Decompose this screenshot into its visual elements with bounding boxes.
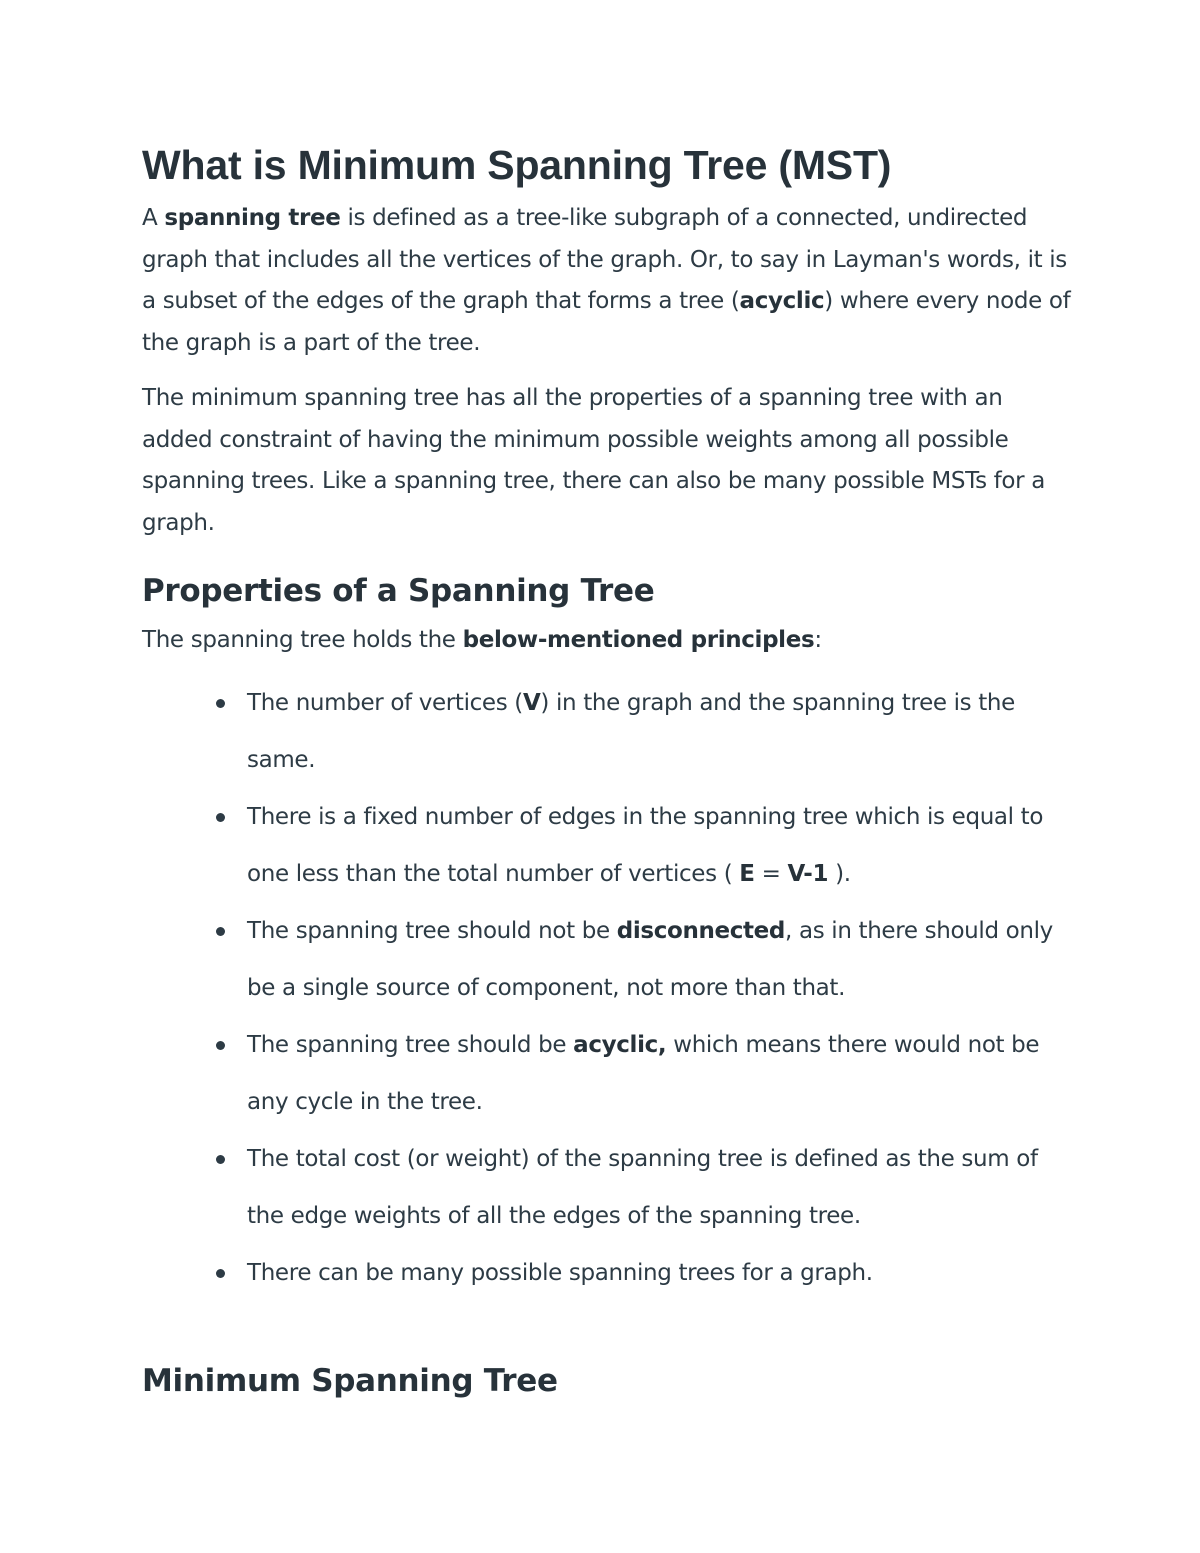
term-below-mentioned-principles: below-mentioned principles xyxy=(462,627,815,653)
text: There is a fixed number of edges in the spanning tree which is equal to one less than the total number of vertices ( xyxy=(247,804,1044,887)
text: is defined as a tree-like subgraph of a connected, undirected graph that includes all the vertices of the graph. Or, to say in Layman's words, it is a subset of the edges of the graph that forms a tree ( xyxy=(142,205,1067,314)
term-acyclic: acyclic xyxy=(739,288,825,314)
text: The total cost (or weight) of the spanning tree is defined as the sum of the edge weights of all the edges of the spanning tree. xyxy=(247,1146,1038,1229)
text: A xyxy=(142,205,165,231)
text: which means there would not be any cycle in the tree. xyxy=(247,1032,1040,1115)
text: : xyxy=(814,627,822,653)
text: ) where every node of the graph is a part of the tree. xyxy=(142,288,1071,356)
text: = xyxy=(754,861,788,887)
text: The spanning tree should be xyxy=(247,1032,574,1058)
text: , as in there should only be a single source of component, not more than that. xyxy=(247,918,1053,1001)
text: The spanning tree holds the xyxy=(142,627,463,653)
list-item xyxy=(247,1131,1072,1245)
term-v: V xyxy=(522,690,541,716)
intro-paragraph-2: The minimum spanning tree has all the properties of a spanning tree with an added constraint of having the minimum possible weights among all possible spanning trees. Like a spanning tree, there can also be many possible MSTs for a graph. xyxy=(142,385,1045,536)
principles-list xyxy=(142,675,1072,1302)
bullet-icon xyxy=(216,1269,225,1278)
bullet-icon xyxy=(216,699,225,708)
term-disconnected: disconnected xyxy=(616,918,786,944)
term-acyclic: acyclic, xyxy=(573,1032,667,1058)
text: ) in the graph and the spanning tree is the same. xyxy=(247,690,1015,773)
list-item xyxy=(247,675,1072,789)
section-heading-minimum-spanning-tree: Minimum Spanning Tree xyxy=(142,1363,558,1399)
list-item xyxy=(247,903,1072,1017)
bullet-icon xyxy=(216,1155,225,1164)
bullet-icon xyxy=(216,927,225,936)
bullet-icon xyxy=(216,813,225,822)
page-title: What is Minimum Spanning Tree (MST) xyxy=(142,142,892,188)
bullet-icon xyxy=(216,1041,225,1050)
text: There can be many possible spanning trees for a graph. xyxy=(247,1260,873,1286)
text: The spanning tree should not be xyxy=(247,918,617,944)
intro-paragraph-1 xyxy=(142,198,1072,364)
section-heading-properties: Properties of a Spanning Tree xyxy=(142,573,655,609)
properties-lead xyxy=(142,620,1072,661)
text: The number of vertices ( xyxy=(247,690,523,716)
term-v-minus-1: V-1 xyxy=(787,861,829,887)
term-spanning-tree: spanning tree xyxy=(164,205,341,231)
list-item xyxy=(247,1017,1072,1131)
document-page xyxy=(142,138,1072,1410)
list-item xyxy=(247,1245,1072,1302)
term-e: E xyxy=(739,861,755,887)
list-item xyxy=(247,789,1072,903)
text: ). xyxy=(828,861,851,887)
